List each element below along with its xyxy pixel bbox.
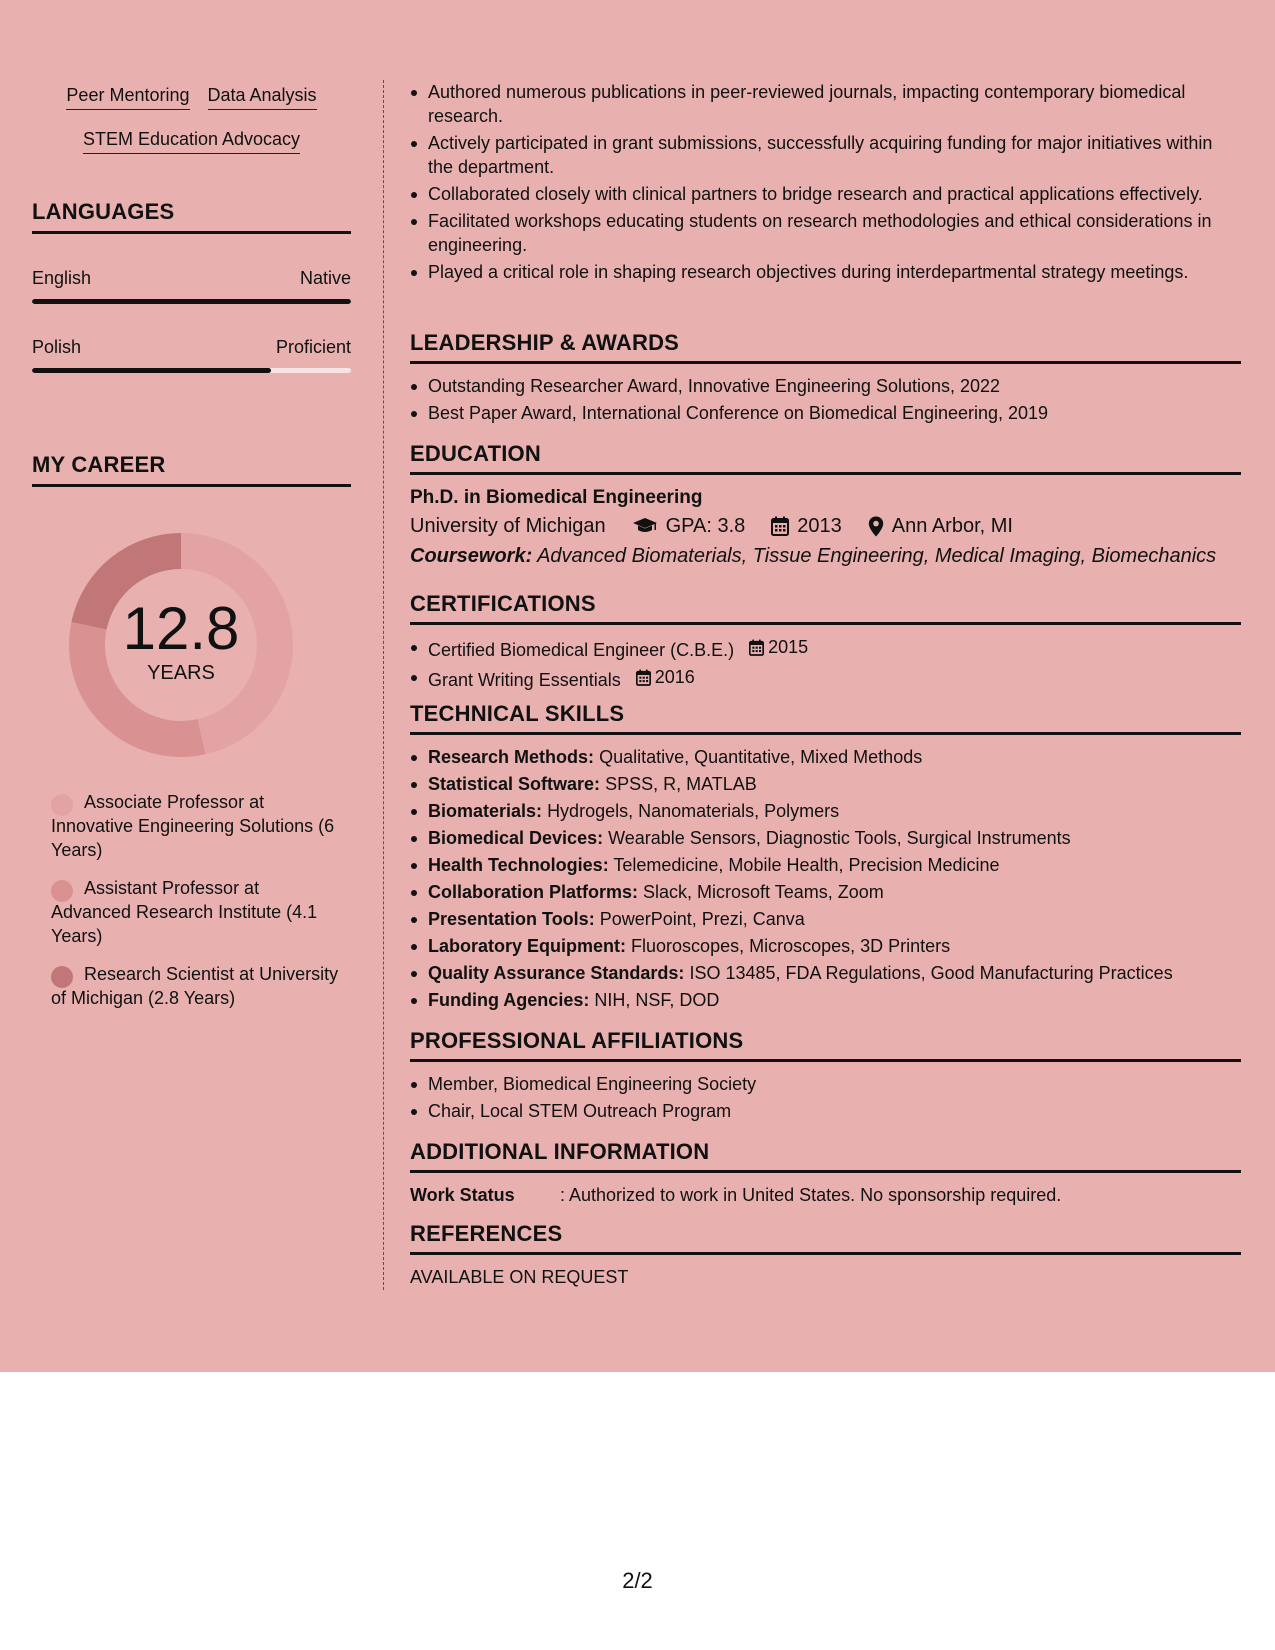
skill-value: Telemedicine, Mobile Health, Precision Medicine (613, 855, 1000, 875)
skill-item (410, 826, 1241, 851)
skills-title: TECHNICAL SKILLS (410, 701, 1241, 735)
calendar-icon (771, 516, 789, 536)
list-item (410, 665, 1241, 693)
education-coursework (410, 541, 1241, 571)
list-item: Member, Biomedical Engineering Society (410, 1072, 1241, 1097)
list-item (410, 635, 1241, 663)
skill-item (410, 745, 1241, 770)
certifications-section (410, 591, 1241, 695)
language-name: Polish (32, 337, 82, 357)
list-item: Outstanding Researcher Award, Innovative Engineering Solutions, 2022 (410, 374, 1241, 399)
skill-tags (32, 84, 351, 154)
affiliations-section (410, 1028, 1241, 1126)
skill-label: Laboratory Equipment: (428, 936, 627, 956)
certification-date (636, 665, 695, 690)
awards-section (410, 330, 1241, 428)
education-location: Ann Arbor, MI (891, 515, 1013, 537)
tag-data-analysis: Data Analysis (208, 84, 317, 110)
legend-dot (51, 880, 73, 902)
certification-name: Grant Writing Essentials (428, 670, 621, 690)
language-bar-fill (32, 368, 271, 373)
additional-info-section (410, 1139, 1241, 1207)
legend-label: Assistant Professor at Advanced Research Institute (4.1 Years) (51, 878, 318, 946)
skill-value: PowerPoint, Prezi, Canva (599, 909, 805, 929)
certification-name: Certified Biomedical Engineer (C.B.E.) (428, 640, 735, 660)
list-item: Facilitated workshops educating students on research methodologies and ethical considerations in engineering. (410, 209, 1241, 257)
skill-label: Health Technologies: (428, 855, 609, 875)
education-title: EDUCATION (410, 441, 1241, 475)
education-school: University of Michigan (410, 515, 606, 537)
work-status-value: : Authorized to work in United States. No sponsorship required. (560, 1185, 1062, 1205)
column-divider (383, 80, 384, 1290)
legend-dot (51, 794, 73, 816)
certifications-list (410, 635, 1241, 693)
graduation-cap-icon (632, 517, 658, 535)
education-year: 2013 (797, 515, 842, 537)
coursework-label: Coursework: (410, 545, 533, 567)
references-section (410, 1221, 1241, 1289)
tag-peer-mentoring: Peer Mentoring (66, 84, 189, 110)
location-pin-icon (868, 516, 884, 537)
tag-stem-education: STEM Education Advocacy (83, 128, 300, 154)
language-bar-fill (32, 299, 351, 304)
certifications-title: CERTIFICATIONS (410, 591, 1241, 625)
calendar-icon (636, 669, 651, 686)
skill-label: Biomedical Devices: (428, 828, 604, 848)
skill-label: Research Methods: (428, 747, 595, 767)
skill-value: ISO 13485, FDA Regulations, Good Manufacturing Practices (689, 963, 1173, 983)
certification-year: 2015 (768, 637, 809, 657)
language-level: Native (299, 268, 351, 288)
skill-item (410, 961, 1241, 986)
skill-label: Presentation Tools: (428, 909, 595, 929)
work-status-row (410, 1183, 1241, 1207)
career-legend (51, 790, 341, 1024)
career-total-years: 12.8 (122, 594, 240, 662)
skill-label: Funding Agencies: (428, 990, 590, 1010)
work-status-label: Work Status (410, 1185, 515, 1205)
skill-value: Wearable Sensors, Diagnostic Tools, Surgical Instruments (608, 828, 1071, 848)
skill-label: Quality Assurance Standards: (428, 963, 685, 983)
career-legend-item (51, 876, 341, 948)
skill-value: Qualitative, Quantitative, Mixed Methods (599, 747, 923, 767)
skill-value: Fluoroscopes, Microscopes, 3D Printers (631, 936, 951, 956)
list-item: Played a critical role in shaping research objectives during interdepartmental strategy meetings. (410, 260, 1241, 284)
education-section (410, 441, 1241, 571)
legend-label: Associate Professor at Innovative Engineering Solutions (6 Years) (51, 792, 335, 860)
skill-label: Biomaterials: (428, 801, 543, 821)
page-number: 2/2 (622, 1568, 653, 1593)
language-row-english (32, 268, 351, 289)
career-legend-item (51, 790, 341, 862)
skills-section (410, 701, 1241, 1015)
legend-label: Research Scientist at University of Michigan (2.8 Years) (51, 964, 339, 1008)
language-bar-english (32, 299, 351, 304)
awards-title: LEADERSHIP & AWARDS (410, 330, 1241, 364)
skill-value: NIH, NSF, DOD (594, 990, 720, 1010)
list-item: Best Paper Award, International Conference on Biomedical Engineering, 2019 (410, 401, 1241, 426)
awards-list (410, 374, 1241, 426)
affiliations-list (410, 1072, 1241, 1124)
skill-item (410, 772, 1241, 797)
education-details (410, 511, 1241, 541)
skill-item (410, 934, 1241, 959)
skill-value: SPSS, R, MATLAB (605, 774, 757, 794)
references-title: REFERENCES (410, 1221, 1241, 1255)
skill-label: Collaboration Platforms: (428, 882, 639, 902)
skill-item (410, 799, 1241, 824)
legend-dot (51, 966, 73, 988)
skill-item (410, 988, 1241, 1013)
list-item: Collaborated closely with clinical partners to bridge research and practical applications effectively. (410, 182, 1241, 206)
skill-item (410, 880, 1241, 905)
language-name: English (32, 268, 92, 288)
references-text: AVAILABLE ON REQUEST (410, 1267, 629, 1287)
career-unit: YEARS (147, 661, 215, 684)
skill-item (410, 853, 1241, 878)
list-item: Authored numerous publications in peer-reviewed journals, impacting contemporary biomedical research. (410, 80, 1241, 128)
skill-label: Statistical Software: (428, 774, 601, 794)
career-title: MY CAREER (32, 452, 351, 487)
career-legend-item (51, 962, 341, 1010)
career-donut-label (66, 530, 296, 760)
language-bar-polish (32, 368, 351, 373)
education-gpa: GPA: 3.8 (665, 515, 746, 537)
additional-info-title: ADDITIONAL INFORMATION (410, 1139, 1241, 1173)
list-item: Chair, Local STEM Outreach Program (410, 1099, 1241, 1124)
certification-date (749, 635, 808, 660)
education-degree: Ph.D. in Biomedical Engineering (410, 487, 703, 508)
skills-list (410, 745, 1241, 1013)
coursework-value: Advanced Biomaterials, Tissue Engineering, Medical Imaging, Biomechanics (537, 545, 1217, 567)
language-level: Proficient (275, 337, 351, 357)
calendar-icon (749, 639, 764, 656)
skill-value: Slack, Microsoft Teams, Zoom (643, 882, 884, 902)
experience-bullets (410, 80, 1241, 284)
experience-section (410, 80, 1241, 287)
list-item: Actively participated in grant submissions, successfully acquiring funding for major initiatives within the department. (410, 131, 1241, 179)
affiliations-title: PROFESSIONAL AFFILIATIONS (410, 1028, 1241, 1062)
skill-value: Hydrogels, Nanomaterials, Polymers (547, 801, 840, 821)
languages-title: LANGUAGES (32, 199, 351, 234)
language-row-polish (32, 337, 351, 358)
skill-item (410, 907, 1241, 932)
certification-year: 2016 (654, 667, 695, 687)
